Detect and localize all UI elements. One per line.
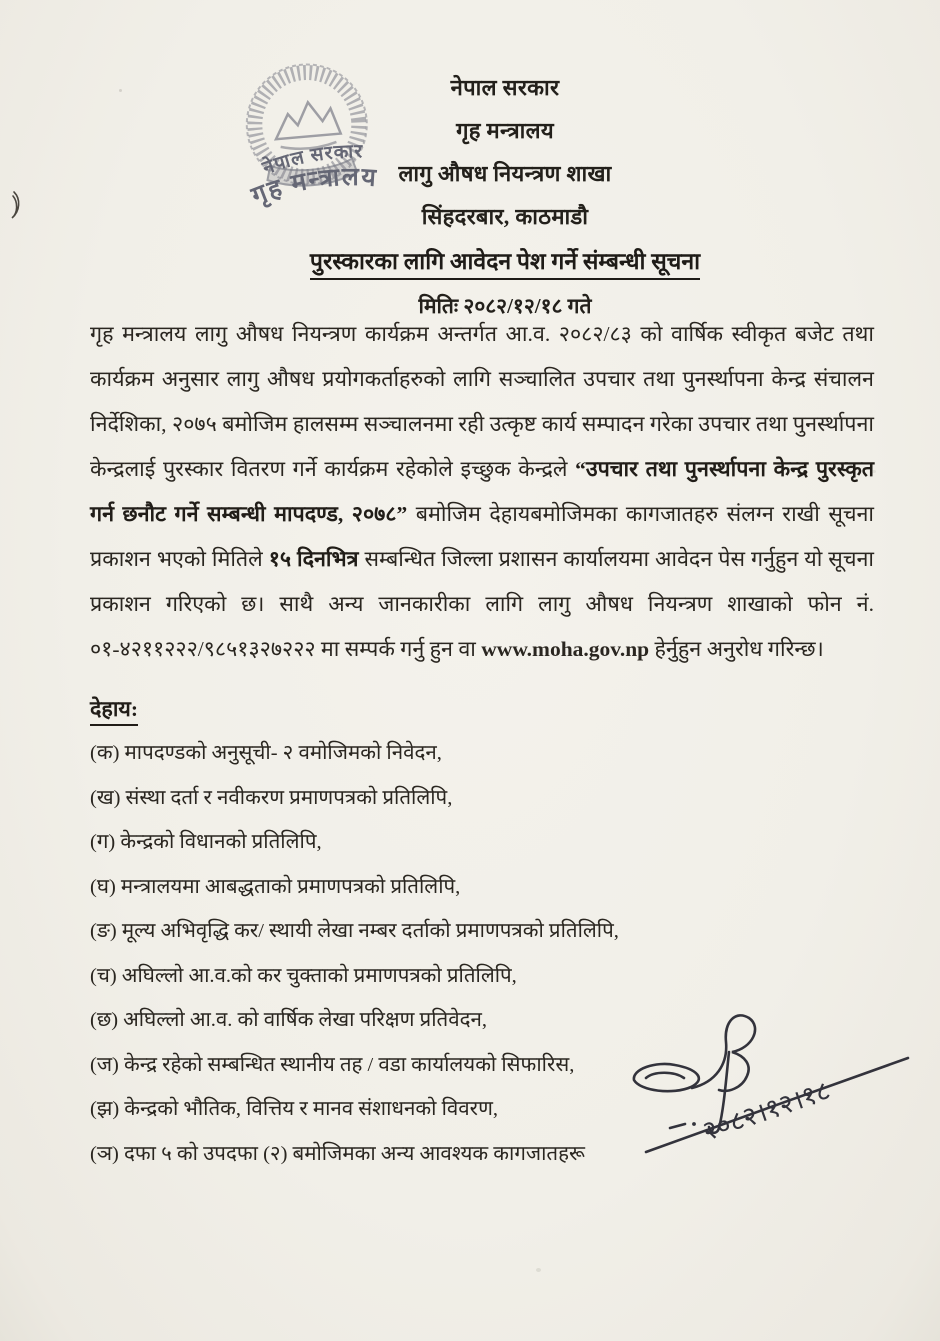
attachment-item-kha: (ख) संस्था दर्ता र नवीकरण प्रमाणपत्रको प्रतिलिपि, [90, 786, 453, 809]
attachments-heading: देहाय: [90, 694, 138, 726]
stamp-text-top: नेपाल सरकार [260, 141, 364, 180]
signature-dot [692, 1122, 696, 1126]
letterhead [70, 66, 940, 320]
body-segment-7: हेर्नुहुन अनुरोध गरिन्छ। [649, 637, 824, 661]
notice-title: पुरस्कारका लागि आवेदन पेश गर्ने संम्बन्धी सूचना [310, 244, 700, 280]
body-segment-3: बमोजिम देहायबमोजिमका कागजातहरु संलग्न राखी सूचना प्रकाशन भएको मितिले [90, 502, 875, 571]
stamp-text-bottom: गृह मन्त्रालय [248, 163, 379, 211]
scan-speck [872, 470, 876, 473]
scan-speck [119, 89, 122, 92]
body-segment-5: सम्बन्धित जिल्ला प्रशासन कार्यालयमा आवेदन पेस गर्नुहुन यो सूचना प्रकाशन गरिएको छ। साथै अन्य जानकारीका लागि लागु औषध नियन्त्रण शाखाको फोन नं. ०१-४२११२२२/९८५१३२७२२२ मा सम्पर्क गर्नु हुन वा [90, 547, 874, 661]
attachment-item-jha: (झ) केन्द्रको भौतिक, वित्तिय र मानव संशाधनको विवरण, [90, 1098, 499, 1120]
body-quoted-standard-bold: “उपचार तथा पुनर्स्थापना केन्द्र पुरस्कृत गर्न छनौट गर्ने सम्बन्धी मापदण्ड, २०७८” [90, 457, 874, 526]
ministry-website-url: www.moha.gov.np [481, 637, 650, 661]
body-deadline-bold: १५ दिनभित्र [268, 547, 359, 571]
org-line-section: लागु औषध नियन्त्रण शाखा [398, 161, 612, 186]
handwritten-signature [612, 998, 922, 1168]
signature-loop [692, 1015, 755, 1090]
signature-oval-inner [646, 1073, 684, 1078]
signature-oval-scribble [634, 1064, 699, 1091]
attachment-item-ja: (ज) केन्द्र रहेको सम्बन्धित स्थानीय तह / वडा कार्यालयको सिफारिस, [90, 1053, 575, 1076]
attachment-item-gha: (घ) मन्त्रालयमा आबद्धताको प्रमाणपत्रको प्रतिलिपि, [90, 875, 461, 898]
stray-ink-mark [4, 178, 34, 238]
notice-date: मितिः २०८२/१२/१८ गते [418, 294, 592, 318]
body-segment-1: गृह मन्त्रालय लागु औषध नियन्त्रण कार्यक्रम अन्तर्गत आ.व. २०८२/८३ को वार्षिक स्वीकृत बजेट तथा कार्यक्रम अनुसार लागु औषध प्रयोगकर्ताहरुको लागि सञ्चालित उपचार तथा पुनर्स्थापना केन्द्र संचालन निर्देशिका, २०७५ बमोजिम हालसम्म सञ्चालनमा रही उत्कृष्ट कार्य सम्पादन गरेका उपचार तथा पुनर्स्थापना केन्द्रलाई पुरस्कार वितरण गर्ने कार्यक्रम रहेकोले इच्छुक केन्द्रले [90, 322, 874, 481]
attachment-item-nya: (ञ) दफा ५ को उपदफा (२) बमोजिमका अन्य आवश्यक कागजातहरू [90, 1142, 585, 1165]
org-line-address: सिंहदरबार, काठमाडौ [421, 204, 589, 229]
attachment-item-nga: (ङ) मूल्य अभिवृद्धि कर/ स्थायी लेखा नम्बर दर्ताको प्रमाणपत्रको प्रतिलिपि, [90, 920, 619, 942]
org-line-government: नेपाल सरकार [450, 75, 560, 100]
attachment-item-cha: (च) अघिल्लो आ.व.को कर चुक्ताको प्रमाणपत्रको प्रतिलिपि, [90, 964, 517, 987]
attachment-item-ga: (ग) केन्द्रको विधानको प्रतिलिपि, [90, 831, 322, 853]
scan-speck [536, 1268, 541, 1272]
attachment-item-chha: (छ) अघिल्लो आ.व. को वार्षिक लेखा परिक्षण प्रतिवेदन, [90, 1009, 487, 1031]
signature-dash [670, 1124, 685, 1128]
handwritten-date: २०८२।१२।१८ [698, 1075, 835, 1147]
org-line-ministry: गृह मन्त्रालय [456, 118, 554, 143]
attachment-item-ka: (क) मापदण्डको अनुसूची- २ वमोजिमको निवेदन, [90, 742, 442, 764]
notice-body-paragraph [90, 312, 874, 672]
